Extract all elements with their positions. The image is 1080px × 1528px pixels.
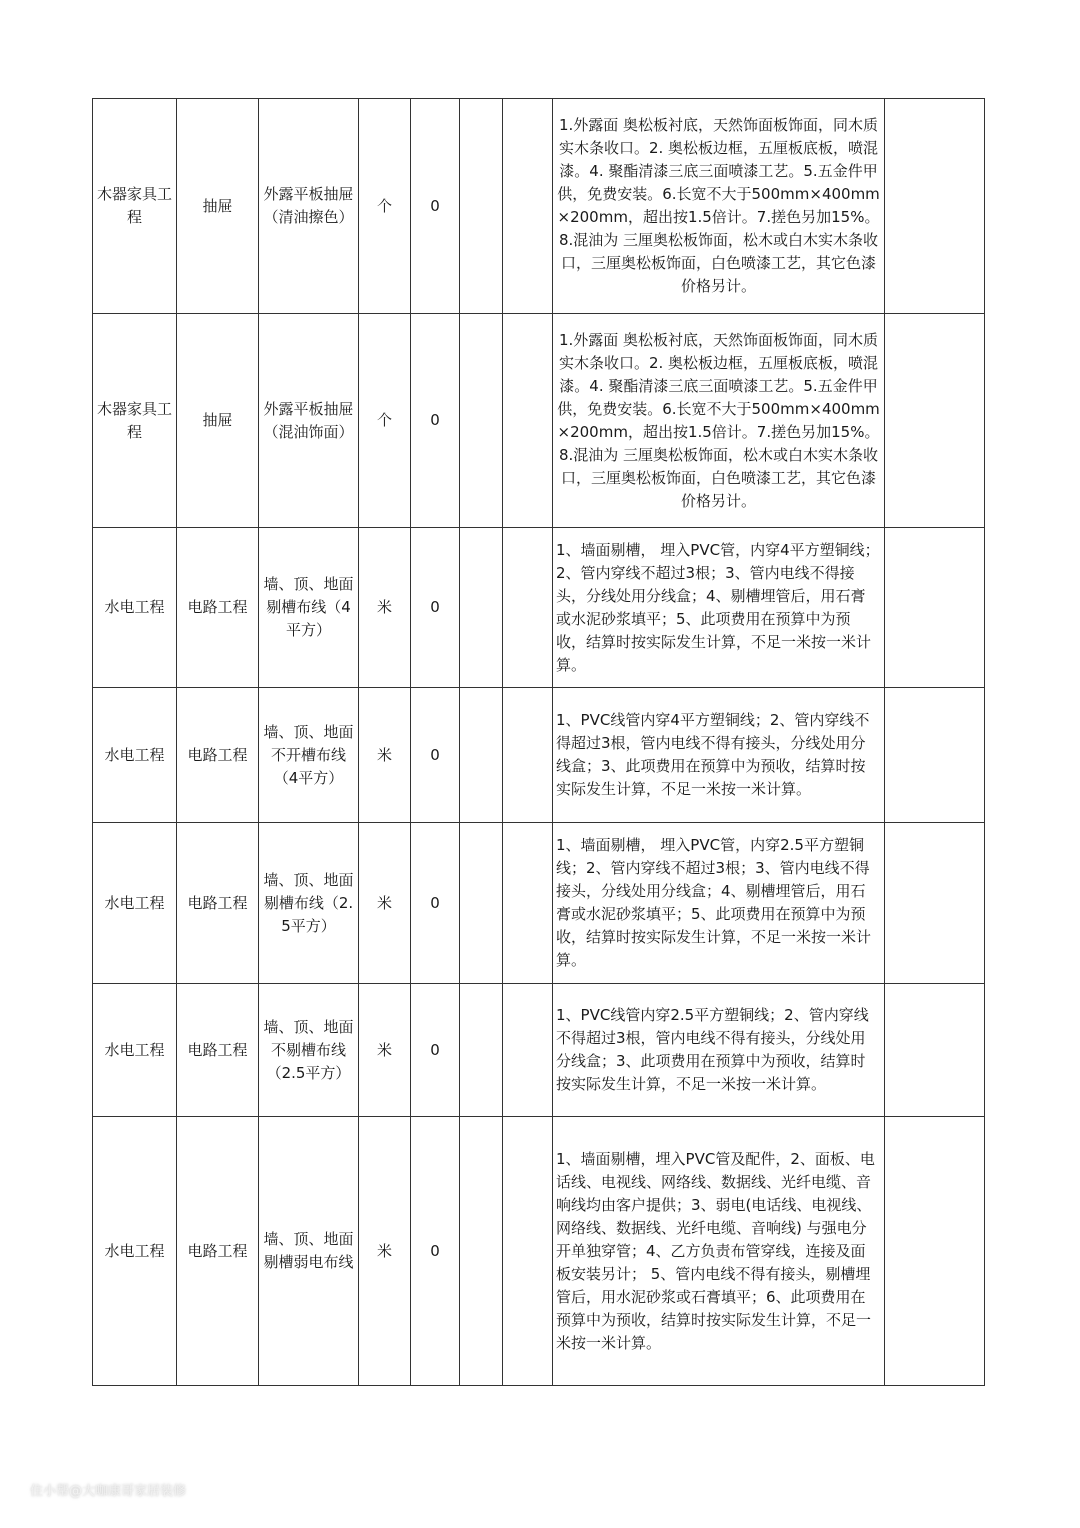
item-name-cell: 墙、顶、地面剔槽布线（4平方） [259,528,359,688]
unit-price-cell [460,1117,503,1386]
unit-cell: 个 [359,99,411,314]
subcategory-cell: 电路工程 [177,1117,259,1386]
unit-cell: 米 [359,1117,411,1386]
item-name-cell: 墙、顶、地面剔槽弱电布线 [259,1117,359,1386]
table-row [93,528,985,688]
subcategory-cell: 抽屉 [177,314,259,528]
item-name-cell: 墙、顶、地面剔槽布线（2.5平方） [259,823,359,984]
quantity-cell: 0 [411,99,460,314]
unit-price-cell [460,688,503,823]
description-cell: 1、墙面剔槽， 埋入PVC管，内穿4平方塑铜线；2、管内穿线不超过3根；3、管内电线不得接头，分线处用分线盒；4、剔槽埋管后，用石膏或水泥砂浆填平；5、此项费用在预算中为预收，结算时按实际发生计算，不足一米按一米计算。 [553,528,885,688]
unit-cell: 米 [359,688,411,823]
amount-cell [503,984,553,1117]
category-cell: 水电工程 [93,528,177,688]
remark-cell [885,984,985,1117]
subcategory-cell: 电路工程 [177,984,259,1117]
category-cell: 水电工程 [93,984,177,1117]
table-row [93,99,985,314]
quantity-cell: 0 [411,688,460,823]
item-name-cell: 墙、顶、地面不剔槽布线（2.5平方） [259,984,359,1117]
description-cell: 1、墙面剔槽，埋入PVC管及配件，2、面板、电话线、电视线、网络线、数据线、光纤电缆、音响线均由客户提供；3、弱电(电话线、电视线、网络线、数据线、光纤电缆、音响线) 与强电分开单独穿管；4、乙方负责布管穿线，连接及面板安装另计； 5、管内电线不得有接头，剔槽埋管后，用水泥砂浆或石膏填平；6、此项费用在预算中为预收，结算时按实际发生计算，不足一米按一米计算。 [553,1117,885,1386]
watermark: 住小帮@大咖康哥家居装修 [30,1484,187,1499]
description-cell: 1、PVC线管内穿4平方塑铜线；2、管内穿线不得超过3根，管内电线不得有接头，分线处用分线盒；3、此项费用在预算中为预收，结算时按实际发生计算，不足一米按一米计算。 [553,688,885,823]
amount-cell [503,688,553,823]
description-cell: 1.外露面 奥松板衬底，天然饰面板饰面，同木质实木条收口。2. 奥松板边框，五厘板底板，喷混漆。4. 聚酯清漆三底三面喷漆工艺。5.五金件甲供，免费安装。6.长宽不大于500mm×400mm×200mm，超出按1.5倍计。7.搓色另加15%。8.混油为 三厘奥松板饰面，松木或白木实木条收口，三厘奥松板饰面，白色喷漆工艺，其它色漆价格另计。 [553,314,885,528]
amount-cell [503,314,553,528]
description-cell: 1.外露面 奥松板衬底，天然饰面板饰面，同木质实木条收口。2. 奥松板边框，五厘板底板，喷混漆。4. 聚酯清漆三底三面喷漆工艺。5.五金件甲供，免费安装。6.长宽不大于500mm×400mm×200mm，超出按1.5倍计。7.搓色另加15%。8.混油为 三厘奥松板饰面，松木或白木实木条收口，三厘奥松板饰面，白色喷漆工艺，其它色漆价格另计。 [553,99,885,314]
unit-price-cell [460,823,503,984]
item-name-cell: 墙、顶、地面不开槽布线（4平方） [259,688,359,823]
quantity-cell: 0 [411,1117,460,1386]
unit-price-cell [460,314,503,528]
remark-cell [885,528,985,688]
unit-price-cell [460,528,503,688]
remark-cell [885,314,985,528]
subcategory-cell: 电路工程 [177,688,259,823]
amount-cell [503,823,553,984]
remark-cell [885,99,985,314]
category-cell: 水电工程 [93,823,177,984]
table-row [93,823,985,984]
category-cell: 木器家具工程 [93,99,177,314]
unit-cell: 米 [359,823,411,984]
quotation-table [92,98,985,1386]
amount-cell [503,528,553,688]
subcategory-cell: 电路工程 [177,528,259,688]
table-row [93,984,985,1117]
description-cell: 1、PVC线管内穿2.5平方塑铜线；2、管内穿线不得超过3根，管内电线不得有接头，分线处用分线盒；3、此项费用在预算中为预收，结算时按实际发生计算，不足一米按一米计算。 [553,984,885,1117]
table-row [93,314,985,528]
remark-cell [885,1117,985,1386]
category-cell: 木器家具工程 [93,314,177,528]
subcategory-cell: 电路工程 [177,823,259,984]
remark-cell [885,688,985,823]
quantity-cell: 0 [411,823,460,984]
item-name-cell: 外露平板抽屉（混油饰面） [259,314,359,528]
unit-cell: 米 [359,528,411,688]
quantity-cell: 0 [411,984,460,1117]
unit-cell: 个 [359,314,411,528]
unit-price-cell [460,99,503,314]
unit-price-cell [460,984,503,1117]
unit-cell: 米 [359,984,411,1117]
amount-cell [503,1117,553,1386]
table-row [93,688,985,823]
table-row [93,1117,985,1386]
category-cell: 水电工程 [93,688,177,823]
quantity-cell: 0 [411,528,460,688]
item-name-cell: 外露平板抽屉（清油擦色） [259,99,359,314]
amount-cell [503,99,553,314]
category-cell: 水电工程 [93,1117,177,1386]
subcategory-cell: 抽屉 [177,99,259,314]
description-cell: 1、墙面剔槽， 埋入PVC管，内穿2.5平方塑铜线；2、管内穿线不超过3根；3、管内电线不得接头，分线处用分线盒；4、剔槽埋管后，用石膏或水泥砂浆填平；5、此项费用在预算中为预收，结算时按实际发生计算，不足一米按一米计算。 [553,823,885,984]
remark-cell [885,823,985,984]
table-body [93,99,985,1386]
quantity-cell: 0 [411,314,460,528]
